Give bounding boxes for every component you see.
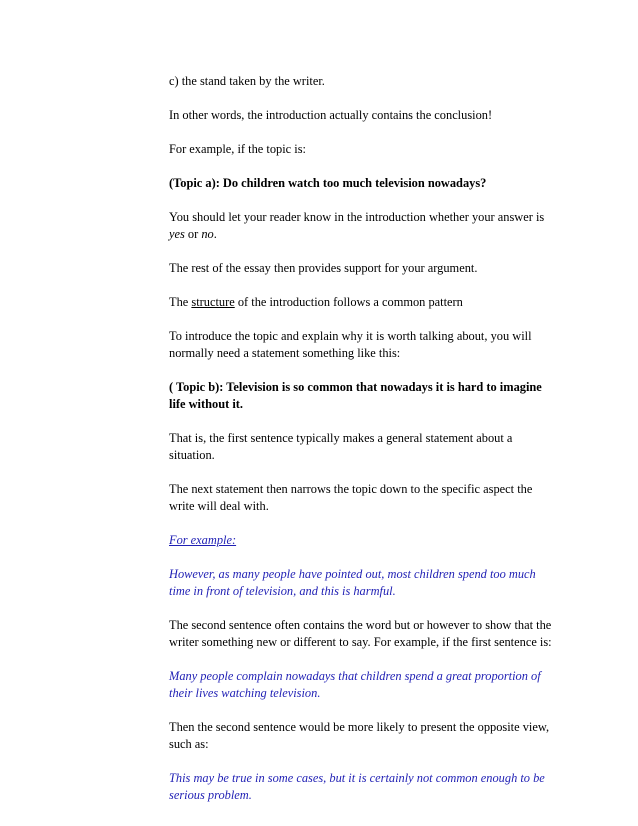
no-word: no (201, 227, 214, 241)
topic-b-heading: ( Topic b): Television is so common that nowadays it is hard to imagine life without it. (169, 380, 542, 411)
text-segment: of the introduction follows a common pattern (234, 295, 463, 309)
topic-a-heading: (Topic a): Do children watch too much television nowadays? (169, 176, 487, 190)
paragraph-rest-of-essay: The rest of the essay then provides support for your argument. (169, 261, 478, 275)
example-may-be-true-sentence: This may be true in some cases, but it is certainly not common enough to be serious problem. (169, 771, 545, 802)
text-segment: . (213, 227, 217, 241)
paragraph-let-reader-know (169, 209, 554, 243)
paragraph-opposite-view: Then the second sentence would be more likely to present the opposite view, such as: (169, 720, 550, 751)
paragraph-conclusion-note: In other words, the introduction actually contains the conclusion! (169, 108, 493, 122)
document-page (169, 73, 554, 821)
paragraph-first-sentence: That is, the first sentence typically makes a general statement about a situation. (169, 431, 513, 462)
text-segment: You should let your reader know in the introduction whether your answer is (169, 210, 545, 224)
paragraph-introduce-topic: To introduce the topic and explain why it is worth talking about, you will normally need a statement something like this: (169, 329, 532, 360)
paragraph-stand-taken: c) the stand taken by the writer. (169, 74, 325, 88)
example-however-sentence: However, as many people have pointed out, most children spend too much time in front of television, and this is harmful. (169, 567, 536, 598)
text-segment: or (184, 227, 202, 241)
paragraph-second-sentence: The second sentence often contains the word but or however to show that the writer something new or different to say. For example, if the first sentence is: (169, 618, 552, 649)
paragraph-structure (169, 294, 554, 311)
text-segment: The (169, 295, 192, 309)
structure-word: structure (191, 295, 235, 309)
paragraph-example-intro: For example, if the topic is: (169, 142, 306, 156)
example-many-people-sentence: Many people complain nowadays that children spend a great proportion of their lives watching television. (169, 669, 541, 700)
yes-word: yes (169, 227, 185, 241)
for-example-label: For example: (169, 533, 237, 547)
paragraph-next-statement: The next statement then narrows the topic down to the specific aspect the write will deal with. (169, 482, 533, 513)
